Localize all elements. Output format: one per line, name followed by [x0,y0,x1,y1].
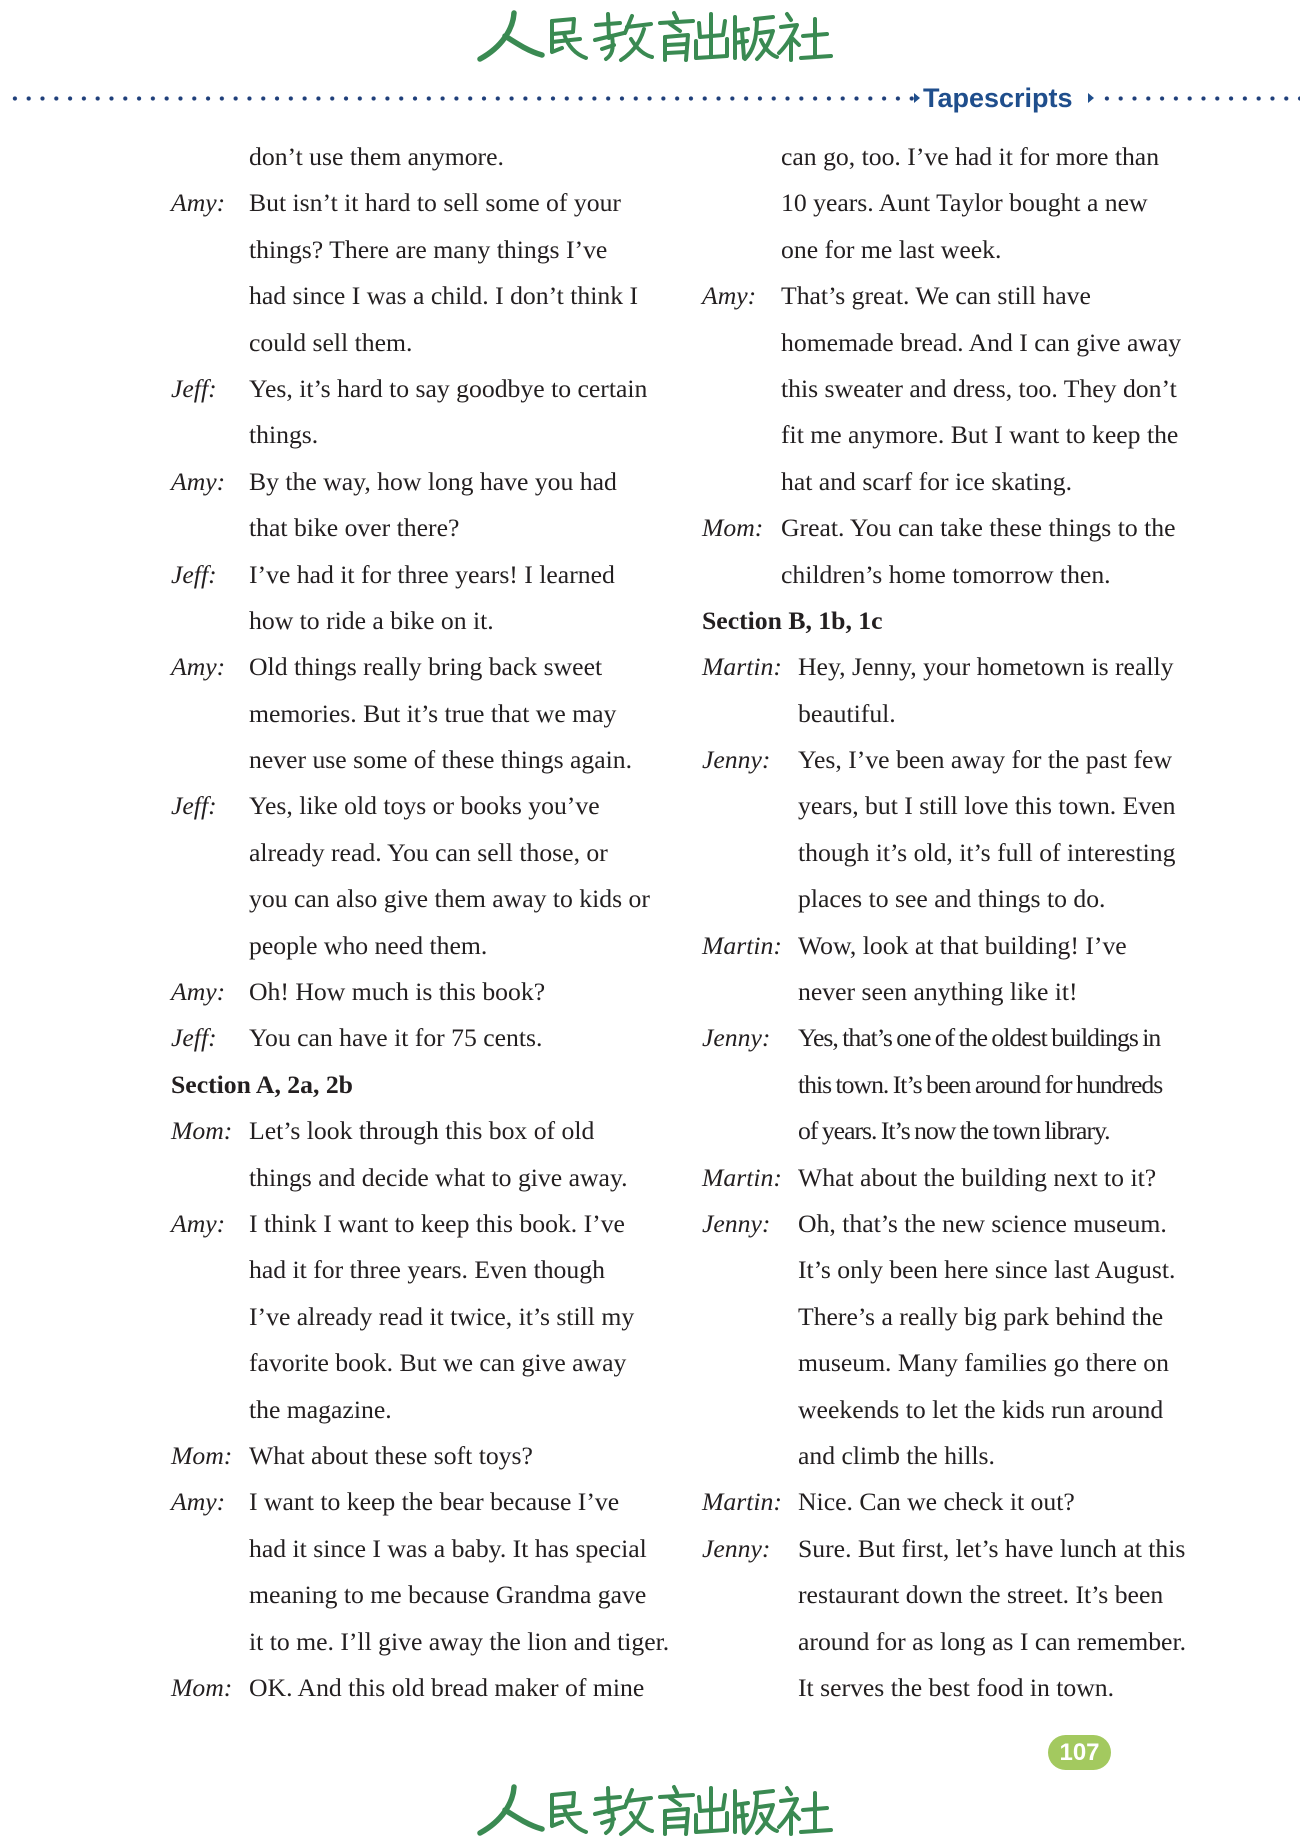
dialogue-line [702,412,1262,458]
line-text: But isn’t it hard to sell some of your [249,188,621,218]
dialogue-line [171,412,671,458]
line-text: around for as long as I can remember. [798,1626,1187,1656]
transcript-section [702,598,1262,1711]
speaker-name: Jeff: [171,1023,217,1053]
section-heading: Section B, 1b, 1c [702,605,883,635]
dialogue-line [702,1155,1262,1201]
dialogue-turn [702,644,1262,737]
dialogue-line [171,1665,671,1711]
dialogue-line [171,366,671,412]
dialogue-turn [702,1526,1262,1712]
dialogue-turns [702,134,1262,598]
line-text: Oh, that’s the new science museum. [798,1208,1167,1238]
dialogue-turn [171,180,671,366]
dialogue-turn [171,1433,671,1479]
dialogue-line [171,1247,671,1293]
line-text: favorite book. But we can give away [249,1348,627,1378]
line-text: already read. You can sell those, or [249,837,608,867]
dotted-rule-right [1100,96,1300,101]
transcript-section [171,134,671,1062]
dialogue-turn [171,1479,671,1665]
line-text: Yes, that’s one of the oldest buildings in [798,1023,1161,1053]
line-text: Great. You can take these things to the [781,513,1176,543]
transcript-section [171,1062,671,1711]
dialogue-turn [702,134,1262,273]
dialogue-line [171,1572,671,1618]
dialogue-line [171,1433,671,1479]
dialogue-line [171,227,671,273]
dialogue-turn [171,644,671,783]
dialogue-line [702,1665,1262,1711]
dialogue-turn [171,366,671,459]
dialogue-turns [171,134,671,1062]
dialogue-line [171,830,671,876]
column-left [171,134,671,1711]
dialogue-turn [171,1665,671,1711]
line-text: Oh! How much is this book? [249,977,546,1007]
dialogue-line [702,1572,1262,1618]
dialogue-turn [171,552,671,645]
dialogue-line [702,134,1262,180]
dialogue-line [171,134,671,180]
dialogue-turns [171,1108,671,1711]
dialogue-line [171,1015,671,1061]
speaker-name: Jenny: [702,1023,771,1053]
speaker-name: Mom: [702,513,764,543]
line-text: had it for three years. Even though [249,1255,605,1285]
line-text: Old things really bring back sweet [249,652,603,682]
line-text: Let’s look through this box of old [249,1116,595,1146]
dialogue-line [702,552,1262,598]
dialogue-turn [702,1479,1262,1525]
line-text: It’s only been here since last August. [798,1255,1176,1285]
dialogue-line [702,1015,1262,1061]
dialogue-line [702,459,1262,505]
dotted-rule-left [8,96,914,101]
speaker-name: Jeff: [171,791,217,821]
dialogue-line [702,1294,1262,1340]
speaker-name: Martin: [702,1487,782,1517]
dialogue-line [171,273,671,319]
dialogue-line [702,969,1262,1015]
line-text: things. [249,420,319,450]
line-text: restaurant down the street. It’s been [798,1580,1164,1610]
dialogue-line [171,923,671,969]
arrow-marker-icon [914,93,920,103]
speaker-name: Jeff: [171,559,217,589]
line-text: I’ve had it for three years! I learned [249,559,615,589]
footer-publisher-logo [474,1783,834,1839]
dialogue-line [171,969,671,1015]
speaker-name: Mom: [171,1116,233,1146]
dialogue-line [171,1108,671,1154]
line-text: weekends to let the kids run around [798,1394,1164,1424]
dialogue-line [171,1619,671,1665]
dialogue-line [171,1387,671,1433]
speaker-name: Martin: [702,1162,782,1192]
dialogue-line [171,737,671,783]
dialogue-line [171,691,671,737]
speaker-name: Amy: [171,652,226,682]
line-text: Sure. But first, let’s have lunch at this [798,1533,1186,1563]
dialogue-turn [702,737,1262,923]
line-text: That’s great. We can still have [781,281,1091,311]
dialogue-turn [702,923,1262,1016]
dialogue-line [702,1247,1262,1293]
line-text: never use some of these things again. [249,745,633,775]
section-heading: Section A, 2a, 2b [171,1069,353,1099]
line-text: 10 years. Aunt Taylor bought a new [781,188,1148,218]
dialogue-line [702,366,1262,412]
dialogue-line [702,1340,1262,1386]
transcript-section [702,134,1262,598]
speaker-name: Mom: [171,1672,233,1702]
line-text: memories. But it’s true that we may [249,698,617,728]
dialogue-turn [171,459,671,552]
speaker-name: Amy: [171,977,226,1007]
dialogue-line [702,1062,1262,1108]
dialogue-line [171,1155,671,1201]
dialogue-line [171,1340,671,1386]
dialogue-turn [171,1108,671,1201]
line-text: I’ve already read it twice, it’s still my [249,1301,635,1331]
line-text: places to see and things to do. [798,884,1106,914]
dialogue-line [171,1294,671,1340]
line-text: the magazine. [249,1394,392,1424]
dialogue-line [171,598,671,644]
speaker-name: Mom: [171,1440,233,1470]
dialogue-turn [171,134,671,180]
line-text: beautiful. [798,698,896,728]
dialogue-turn [702,1201,1262,1479]
line-text: You can have it for 75 cents. [249,1023,543,1053]
line-text: had since I was a child. I don’t think I [249,281,639,311]
section-title: Tapescripts [923,83,1073,113]
line-text: could sell them. [249,327,413,357]
dialogue-line [702,923,1262,969]
dialogue-line [171,783,671,829]
line-text: that bike over there? [249,513,460,543]
speaker-name: Jenny: [702,1208,771,1238]
dialogue-line [702,1201,1262,1247]
line-text: museum. Many families go there on [798,1348,1169,1378]
line-text: it to me. I’ll give away the lion and tiger. [249,1626,670,1656]
line-text: I think I want to keep this book. I’ve [249,1208,625,1238]
line-text: had it since I was a baby. It has special [249,1533,647,1563]
dialogue-line [171,459,671,505]
line-text: Yes, it’s hard to say goodbye to certain [249,373,648,403]
line-text: don’t use them anymore. [249,142,504,171]
line-text: What about the building next to it? [798,1162,1157,1192]
line-text: There’s a really big park behind the [798,1301,1164,1331]
dialogue-line [171,320,671,366]
dialogue-line [702,876,1262,922]
speaker-name: Martin: [702,652,782,682]
line-text: I want to keep the bear because I’ve [249,1487,620,1517]
dialogue-turn [171,783,671,969]
dialogue-line [702,783,1262,829]
dialogue-line [702,273,1262,319]
line-text: things? There are many things I’ve [249,234,608,264]
speaker-name: Jenny: [702,745,771,775]
dialogue-line [171,180,671,226]
speaker-name: Jeff: [171,373,217,403]
dialogue-turn [171,969,671,1015]
line-text: Wow, look at that building! I’ve [798,930,1127,960]
dialogue-line [702,180,1262,226]
line-text: fit me anymore. But I want to keep the [781,420,1179,450]
dialogue-line [171,644,671,690]
line-text: never seen anything like it! [798,977,1078,1007]
dialogue-line [702,1619,1262,1665]
dialogue-line [702,320,1262,366]
dialogue-line [702,1387,1262,1433]
line-text: of years. It’s now the town library. [798,1116,1110,1146]
dialogue-line [702,1108,1262,1154]
speaker-name: Amy: [171,188,226,218]
dialogue-line [702,1479,1262,1525]
dialogue-turn [702,1015,1262,1154]
dialogue-line [702,644,1262,690]
line-text: Nice. Can we check it out? [798,1487,1075,1517]
line-text: By the way, how long have you had [249,466,617,496]
line-text: meaning to me because Grandma gave [249,1580,647,1610]
dialogue-line [702,691,1262,737]
speaker-name: Martin: [702,930,782,960]
dialogue-line [171,1479,671,1525]
line-text: homemade bread. And I can give away [781,327,1182,357]
line-text: Hey, Jenny, your hometown is really [798,652,1174,682]
line-text: though it’s old, it’s full of interesting [798,837,1176,867]
dialogue-turn [702,1155,1262,1201]
dialogue-line [702,830,1262,876]
line-text: how to ride a bike on it. [249,605,494,635]
dialogue-turn [702,273,1262,505]
line-text: things and decide what to give away. [249,1162,628,1192]
line-text: can go, too. I’ve had it for more than [781,142,1160,171]
speaker-name: Amy: [171,466,226,496]
dialogue-line [171,876,671,922]
dialogue-line [171,552,671,598]
line-text: one for me last week. [781,234,1002,264]
speaker-name: Amy: [171,1208,226,1238]
dialogue-line [702,505,1262,551]
line-text: Yes, I’ve been away for the past few [798,745,1173,775]
line-text: OK. And this old bread maker of mine [249,1672,645,1702]
line-text: this town. It’s been around for hundreds [798,1069,1163,1099]
dialogue-turn [171,1015,671,1061]
speaker-name: Amy: [171,1487,226,1517]
line-text: children’s home tomorrow then. [781,559,1111,589]
line-text: years, but I still love this town. Even [798,791,1176,821]
dialogue-turns [702,644,1262,1711]
dialogue-line [702,227,1262,273]
arrow-marker-icon [1088,93,1094,103]
line-text: people who need them. [249,930,488,960]
column-right [702,134,1262,1711]
publisher-logo [474,9,834,65]
line-text: What about these soft toys? [249,1440,533,1470]
speaker-name: Jenny: [702,1533,771,1563]
dialogue-line [702,1433,1262,1479]
line-text: this sweater and dress, too. They don’t [781,373,1177,403]
dialogue-line [171,1201,671,1247]
page-number-badge: 107 [1048,1735,1111,1770]
line-text: hat and scarf for ice skating. [781,466,1073,496]
line-text: you can also give them away to kids or [249,884,650,914]
dialogue-line [171,1526,671,1572]
line-text: and climb the hills. [798,1440,995,1470]
dialogue-line [702,1526,1262,1572]
dialogue-line [171,505,671,551]
dialogue-turn [702,505,1262,598]
line-text: It serves the best food in town. [798,1672,1115,1702]
dialogue-line [702,737,1262,783]
dialogue-turn [171,1201,671,1433]
line-text: Yes, like old toys or books you’ve [249,791,600,821]
speaker-name: Amy: [702,281,757,311]
